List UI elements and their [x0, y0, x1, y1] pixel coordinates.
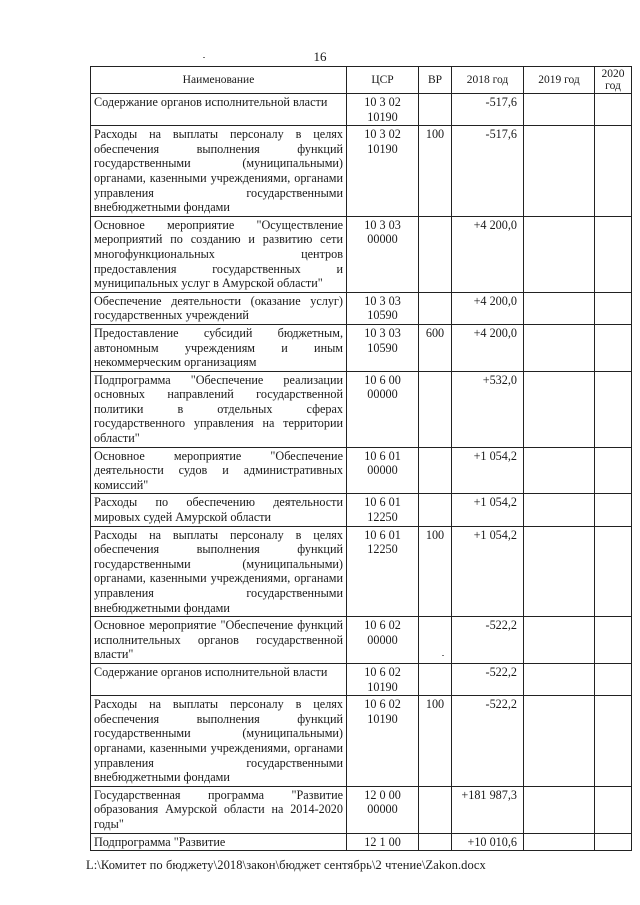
table-row — [91, 526, 632, 617]
cell-vr — [419, 833, 452, 851]
cell-csr: 10 3 03 00000 — [347, 216, 419, 292]
cell-2019 — [524, 94, 595, 126]
cell-csr: 12 0 00 00000 — [347, 786, 419, 833]
cell-name: Предоставление субсидий бюджетным, автономным учреждениям и иным некоммерческим организациям — [91, 324, 347, 371]
table-row — [91, 786, 632, 833]
cell-2018: +532,0 — [452, 371, 524, 447]
cell-2019 — [524, 292, 595, 324]
cell-2018: -522,2 — [452, 663, 524, 695]
cell-2018: +1 054,2 — [452, 447, 524, 494]
header-vr: ВР — [419, 67, 452, 94]
cell-vr — [419, 617, 452, 664]
table-row — [91, 494, 632, 526]
cell-2018: -517,6 — [452, 94, 524, 126]
cell-2019 — [524, 833, 595, 851]
table-row — [91, 324, 632, 371]
cell-2019 — [524, 663, 595, 695]
cell-2020 — [595, 94, 632, 126]
table-body — [91, 94, 632, 851]
cell-2018: -522,2 — [452, 617, 524, 664]
cell-2018: +4 200,0 — [452, 324, 524, 371]
cell-2020 — [595, 663, 632, 695]
cell-2020 — [595, 292, 632, 324]
cell-2019 — [524, 617, 595, 664]
table-row — [91, 94, 632, 126]
table-row — [91, 371, 632, 447]
cell-csr: 10 6 01 12250 — [347, 494, 419, 526]
cell-2019 — [524, 494, 595, 526]
cell-2018: +181 987,3 — [452, 786, 524, 833]
cell-2018: +4 200,0 — [452, 216, 524, 292]
table-row — [91, 833, 632, 851]
cell-name: Расходы по обеспечению деятельности мировых судей Амурской области — [91, 494, 347, 526]
cell-2020 — [595, 696, 632, 787]
cell-vr — [419, 94, 452, 126]
cell-name: Содержание органов исполнительной власти — [91, 663, 347, 695]
table-row — [91, 617, 632, 664]
cell-2020 — [595, 126, 632, 217]
cell-name: Основное мероприятие "Обеспечение деятельности судов и административных комиссий" — [91, 447, 347, 494]
table-header-row — [91, 67, 632, 94]
cell-2018: +1 054,2 — [452, 494, 524, 526]
cell-2018: -517,6 — [452, 126, 524, 217]
cell-name: Расходы на выплаты персоналу в целях обеспечения выполнения функций государственными (муниципальными) органами, казенными учреждениями, органами управления государственными внебюджетными фондами — [91, 526, 347, 617]
cell-csr: 10 3 02 10190 — [347, 94, 419, 126]
cell-vr: 100 — [419, 126, 452, 217]
cell-name: Основное мероприятие "Обеспечение функций исполнительных органов государственной власти" — [91, 617, 347, 664]
header-2019: 2019 год — [524, 67, 595, 94]
cell-vr — [419, 494, 452, 526]
cell-vr — [419, 663, 452, 695]
cell-2019 — [524, 526, 595, 617]
cell-2018: +1 054,2 — [452, 526, 524, 617]
cell-2020 — [595, 617, 632, 664]
cell-vr: 600 — [419, 324, 452, 371]
cell-2018: +4 200,0 — [452, 292, 524, 324]
page-number: 16 — [313, 49, 327, 64]
cell-2019 — [524, 696, 595, 787]
cell-vr — [419, 216, 452, 292]
cell-vr — [419, 447, 452, 494]
cell-2020 — [595, 324, 632, 371]
table-row — [91, 663, 632, 695]
cell-2020 — [595, 447, 632, 494]
table-row — [91, 447, 632, 494]
cell-csr: 10 3 03 10590 — [347, 324, 419, 371]
cell-name: Подпрограмма "Развитие — [91, 833, 347, 851]
cell-name: Обеспечение деятельности (оказание услуг) государственных учреждений — [91, 292, 347, 324]
cell-csr: 10 3 02 10190 — [347, 126, 419, 217]
cell-csr: 10 6 02 10190 — [347, 663, 419, 695]
cell-2020 — [595, 833, 632, 851]
cell-name: Расходы на выплаты персоналу в целях обеспечения выполнения функций государственными (муниципальными) органами, казенными учреждениями, органами управления государственными внебюджетными фондами — [91, 126, 347, 217]
header-csr: ЦСР — [347, 67, 419, 94]
cell-csr: 10 3 03 10590 — [347, 292, 419, 324]
cell-csr: 10 6 01 12250 — [347, 526, 419, 617]
cell-name: Основное мероприятие "Осуществление мероприятий по созданию и развитию сети многофункциональных центров предоставления государственных и муниципальных услуг в Амурской области" — [91, 216, 347, 292]
cell-vr: 100 — [419, 696, 452, 787]
cell-2019 — [524, 126, 595, 217]
scan-speck — [203, 57, 205, 58]
header-name: Наименование — [91, 67, 347, 94]
cell-2020 — [595, 216, 632, 292]
header-2018: 2018 год — [452, 67, 524, 94]
cell-2019 — [524, 447, 595, 494]
cell-vr — [419, 786, 452, 833]
cell-2018: -522,2 — [452, 696, 524, 787]
table-row — [91, 216, 632, 292]
table-row — [91, 126, 632, 217]
cell-2019 — [524, 324, 595, 371]
cell-vr — [419, 292, 452, 324]
cell-name: Расходы на выплаты персоналу в целях обеспечения выполнения функций государственными (муниципальными) органами, казенными учреждениями, органами управления государственными внебюджетными фондами — [91, 696, 347, 787]
file-path-footer: L:\Комитет по бюджету\2018\закон\бюджет сентябрь\2 чтение\Zakon.docx — [86, 858, 486, 872]
cell-2020 — [595, 371, 632, 447]
table-row — [91, 696, 632, 787]
cell-name: Содержание органов исполнительной власти — [91, 94, 347, 126]
cell-2020 — [595, 526, 632, 617]
cell-csr: 10 6 02 00000 — [347, 617, 419, 664]
budget-table — [90, 66, 632, 851]
cell-csr: 10 6 01 00000 — [347, 447, 419, 494]
cell-csr: 12 1 00 — [347, 833, 419, 851]
cell-2019 — [524, 786, 595, 833]
header-2020: 2020 год — [595, 67, 632, 94]
cell-csr: 10 6 00 00000 — [347, 371, 419, 447]
cell-2020 — [595, 786, 632, 833]
cell-vr — [419, 371, 452, 447]
cell-2020 — [595, 494, 632, 526]
cell-2019 — [524, 216, 595, 292]
cell-name: Подпрограмма "Обеспечение реализации основных направлений государственной политики в отдельных сферах государственного управления на территории области" — [91, 371, 347, 447]
cell-vr: 100 — [419, 526, 452, 617]
cell-2019 — [524, 371, 595, 447]
table-row — [91, 292, 632, 324]
cell-2018: +10 010,6 — [452, 833, 524, 851]
scan-speck — [442, 655, 444, 656]
cell-name: Государственная программа "Развитие образования Амурской области на 2014-2020 годы" — [91, 786, 347, 833]
cell-csr: 10 6 02 10190 — [347, 696, 419, 787]
